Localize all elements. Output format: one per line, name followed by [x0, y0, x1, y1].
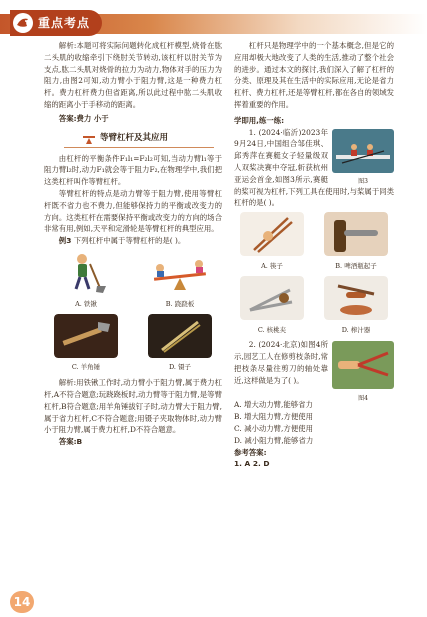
section-heading: [44, 131, 222, 149]
q1-option-b: [318, 212, 394, 273]
option-b: [138, 250, 222, 311]
option-caption: C. 羊角锤: [71, 363, 101, 372]
option-caption: B. 跷跷板: [165, 299, 195, 308]
option-caption: B. 啤酒瓶起子: [335, 261, 377, 270]
choice-c: C. 减小动力臂,方便使用: [234, 423, 313, 433]
example-3: [44, 235, 222, 247]
pruning-shears-image: [332, 341, 394, 389]
q1-option-a: [234, 212, 310, 273]
example-label: 例3: [58, 236, 72, 246]
figure-4: [332, 341, 394, 403]
page-number: 14: [10, 591, 34, 613]
question-2: [234, 339, 394, 403]
paragraph-1: 由杠杆的平衡条件F₁l₁=F₂l₂可知,当动力臂l₁等于阻力臂l₂时,动力F₁就会等于阻力F₂,在物理学中,我们把这类杠杆叫作等臂杠杆。: [44, 153, 222, 187]
intro-paragraph: 杠杆只是物理学中的一个基本概念,但是它的应用却极大地改变了人类的生活,推动了整个社会的进步。通过本文的探讨,我们深入了解了杠杆的分类、原理及其在生活中的实际应用,无论是省力杠杆、费力杠杆,还是等臂杠杆,都在各自的领域发挥着重要的作用。: [234, 41, 394, 109]
right-column: [234, 40, 394, 470]
question-1-text: 1. (2024·临沂)2023年9月24日,中国组合邹佳琪、邱秀萍在赛艇女子轻量级双人双桨决赛中夺冠,斩获杭州亚运会首金,如图3所示,赛艇的桨可视为杠杆,下列工具在使用时,与桨属于同类杠杆的是( )。: [234, 127, 394, 208]
q1-option-d: [318, 276, 394, 337]
choice-b: B. 增大阻力臂,方便使用: [234, 412, 313, 422]
choice-a: A. 增大动力臂,能够省力: [234, 400, 313, 410]
shovel-worker-image: [54, 250, 118, 294]
option-caption: A. 铁锹: [75, 299, 97, 308]
section-divider: [64, 147, 214, 148]
figure-3: [332, 129, 394, 186]
option-caption: D. 榨汁器: [341, 325, 371, 334]
reference-answer-title: 参考答案:: [234, 447, 267, 457]
answer-1: 答案:费力 小于: [58, 113, 109, 123]
option-images-row-1: [44, 250, 222, 311]
reference-answer: 1. A 2. D: [234, 459, 270, 469]
example-text: 下列杠杆中属于等臂杠杆的是( )。: [73, 236, 186, 246]
analysis-2: 解析:用铁锹工作时,动力臂小于阻力臂,属于费力杠杆,A不符合题意;玩跷跷板时,动力臂等于阻力臂,是等臂杠杆,B符合题意;用羊角锤拔钉子时,动力臂大于阻力臂,属于省力杠杆,C不符合题意;用镊子夹取物体时,动力臂小于阻力臂,属于费力杠杆,D不符合题意。: [44, 378, 222, 435]
section-title: 等臂杠杆及其应用: [100, 132, 169, 143]
option-a: [44, 250, 128, 311]
header-title: 重点考点: [38, 16, 91, 30]
q1-images-row-2: [234, 276, 394, 337]
q1-option-c: [234, 276, 310, 337]
bird-logo-icon: [12, 12, 34, 34]
lever-section-icon: [82, 132, 96, 146]
choice-d: D. 减小阻力臂,能够省力: [234, 435, 314, 445]
rowing-boat-image: [332, 129, 394, 173]
juicer-image: [324, 276, 388, 320]
figure-3-caption: 图3: [358, 178, 368, 186]
option-c: [44, 314, 128, 375]
analysis-1: 解析:本题可将实际问题转化成杠杆模型,烧骨在肱二头肌的收缩牵引下绕肘关节转动,该杠杆以肘关节为支点,肱二头肌对烧骨的拉力为动力,物体对手的压力为阻力,由图2可知,动力臂小于阻力臂,这是一种费力杠杆。费力杠杆费力但省距离,所以此过程中肱二头肌收缩的距离小于手移动的距离。: [44, 41, 222, 109]
nutcracker-image: [240, 276, 304, 320]
option-caption: C. 核桃夹: [257, 325, 287, 334]
claw-hammer-image: [54, 314, 118, 358]
figure-4-caption: 图4: [358, 395, 368, 403]
seesaw-image: [148, 250, 212, 294]
option-caption: D. 镊子: [168, 363, 192, 372]
option-images-row-2: [44, 314, 222, 375]
option-d: [138, 314, 222, 375]
q1-images-row-1: [234, 212, 394, 273]
practice-title: 学即用,练一练:: [234, 115, 285, 125]
bottle-opener-image: [324, 212, 388, 256]
left-column: [44, 40, 222, 448]
chopsticks-image: [240, 212, 304, 256]
paragraph-2: 等臂杠杆的特点是动力臂等于阻力臂,使用等臂杠杆既不省力也不费力,但能够保持力的平衡或改变力的方向。这类杠杆在需要保持平衡或改变力的方向的场合非常有用,例如,天平和定滑轮是等臂杠杆的典型应用。: [44, 188, 222, 234]
question-1: [234, 127, 394, 210]
answer-2: 答案:B: [58, 437, 83, 447]
option-caption: A. 筷子: [261, 261, 283, 270]
question-2-text: 2. (2024·北京)如图4所示,园艺工人在修剪枝条时,常把枝条尽量往剪刀的轴处靠近,这样做是为了( )。: [234, 340, 328, 385]
tweezers-image: [148, 314, 212, 358]
